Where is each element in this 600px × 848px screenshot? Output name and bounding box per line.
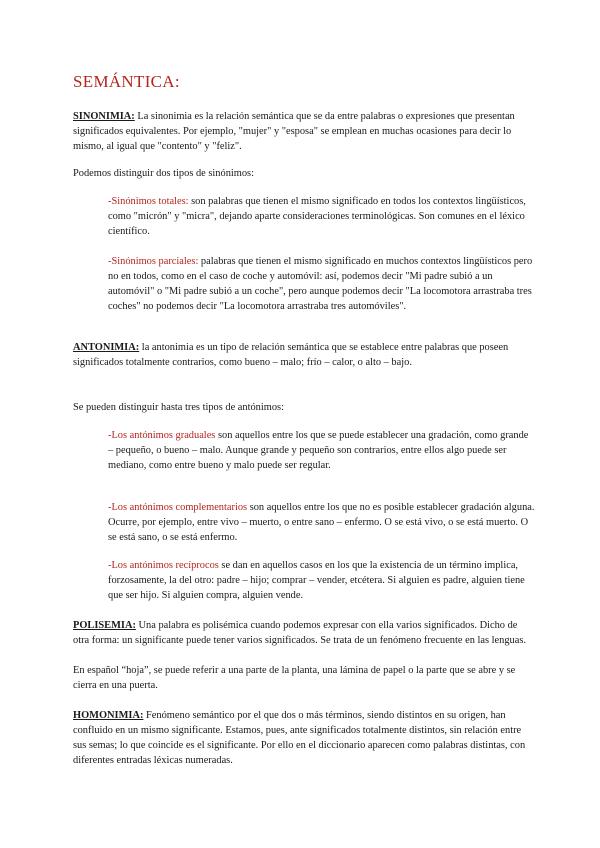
homonimia-text: Fenómeno semántico por el que dos o más términos, siendo distintos en su origen, han confluido en un mismo significante. Estamos, pues, ante significados totalmente distintos, sin relación entre sus semas; lo que coincide es el significante. Por ello en el diccionario aparecen como palabras distintas, con diferentes entradas léxicas numeradas. [73, 710, 526, 766]
antonimos-graduales-paragraph [108, 428, 536, 473]
sinonimia-text: La sinonimia es la relación semántica que se da entre palabras o expresiones que presentan significados equivalentes. Por ejemplo, "mujer" y "esposa" se emplean en muchas ocasiones para decir lo mismo, al igual que "contento" y "feliz". [73, 111, 515, 152]
antonimos-graduales-label: -Los antónimos graduales [108, 430, 216, 441]
antonimos-reciprocos-label: -Los antónimos recíprocos [108, 560, 219, 571]
antonimia-text: la antonimia es un tipo de relación semántica que se establece entre palabras que poseen significados totalmente contrarios, como bueno – malo; frío – calor, o alto – bajo. [73, 342, 509, 368]
sinonimia-paragraph [73, 109, 535, 154]
sinonimos-parciales-text: palabras que tienen el mismo significado en muchos contextos lingüísticos pero no en todos, como en el caso de coche y automóvil: así, podemos decir "Mi padre subió a un automóvil" o "Mi padre subió a un coche", pero aunque podemos decir "La locomotora arrastraba tres coches" no podemos decir "La locomotora arrastraba tres automóviles". [108, 256, 533, 312]
sinonimos-totales-paragraph [108, 194, 536, 239]
antonimia-paragraph [73, 340, 535, 370]
sinonimos-totales-text: son palabras que tienen el mismo significado en todos los contextos lingüísticos, como "micrón" y "micra", dejando aparte consideraciones terminológicas. Son comunes en el léxico científico. [108, 196, 526, 237]
antonimos-complementarios-text: son aquellos entre los que no es posible establecer gradación alguna. Ocurre, por ejemplo, entre vivo – muerto, o entre sano – enfermo. O se está vivo, o se está muerto. O se está sano, o se está enfermo. [108, 502, 535, 543]
sinonimia-term: SINONIMIA: [73, 111, 135, 122]
polisemia-paragraph [73, 618, 535, 648]
sinonimos-parciales-label: -Sinónimos parciales: [108, 256, 199, 267]
antonimos-graduales-text: son aquellos entre los que se puede establecer una gradación, como grande – pequeño, o bueno – malo. Aunque grande y pequeño son contrarios, entre ellos algo puede ser mediano, como entre bueno y malo puede ser regular. [108, 430, 529, 471]
sinonimos-parciales-paragraph [108, 254, 536, 314]
polisemia-term: POLISEMIA: [73, 620, 136, 631]
antonimos-complementarios-paragraph [108, 500, 536, 545]
homonimia-term: HOMONIMIA: [73, 710, 144, 721]
sinonimos-totales-label: -Sinónimos totales: [108, 196, 189, 207]
antonimos-intro: Se pueden distinguir hasta tres tipos de antónimos: [73, 402, 284, 413]
polisemia-text: Una palabra es polisémica cuando podemos expresar con ella varios significados. Dicho de otra forma: un significante puede tener varios significados. Se trata de un fenómeno frecuente en las lenguas. [73, 620, 526, 646]
antonimos-reciprocos-text: se dan en aquellos casos en los que la existencia de un término implica, forzosamente, la del otro: padre – hijo; comprar – vender, etcétera. Si alguien es padre, alguien tiene que ser hijo. Si alguien compra, alguien vende. [108, 560, 525, 601]
sinonimos-intro: Podemos distinguir dos tipos de sinónimos: [73, 168, 254, 179]
antonimos-complementarios-label: -Los antónimos complementarios [108, 502, 248, 513]
page-title: SEMÁNTICA: [73, 72, 180, 91]
polisemia-example: En español “hoja”, se puede referir a una parte de la planta, una lámina de papel o la parte que se abre y se cierra en una puerta. [73, 665, 516, 691]
homonimia-paragraph [73, 708, 535, 768]
antonimos-reciprocos-paragraph [108, 558, 536, 603]
antonimia-term: ANTONIMIA: [73, 342, 140, 353]
